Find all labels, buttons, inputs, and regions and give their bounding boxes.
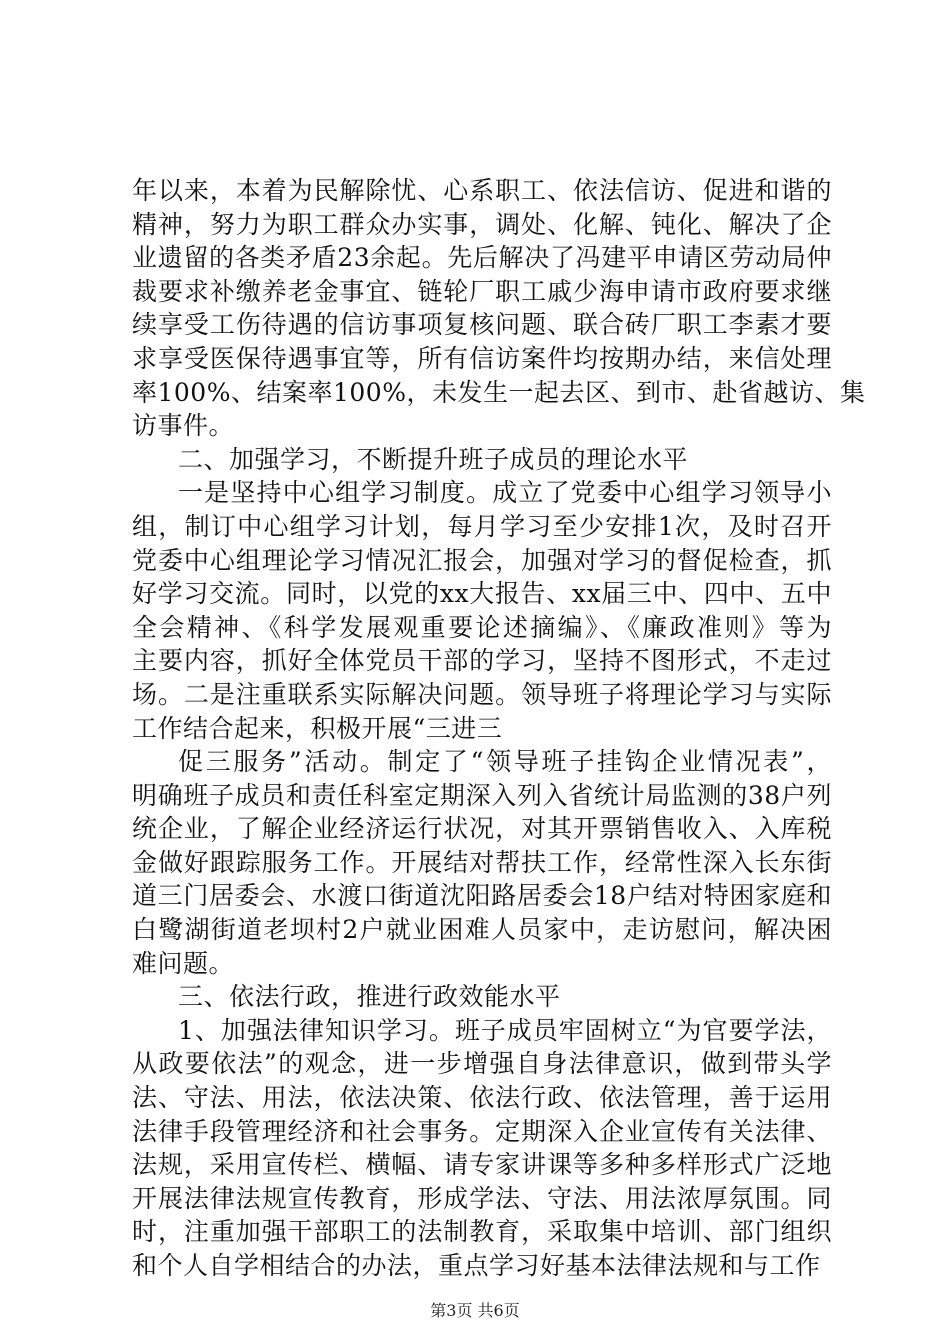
text-line: 业遗留的各类矛盾23余起。先后解决了冯建平申请区劳动局仲: [132, 243, 832, 273]
paragraph-law-study: [132, 1014, 832, 1283]
text-line: 精神，努力为职工群众办实事，调处、化解、钝化、解决了企: [132, 209, 832, 239]
text-line: 访事件。: [132, 411, 235, 441]
paragraph-letters-visits: [132, 174, 866, 443]
text-line: 金做好跟踪服务工作。开展结对帮扶工作，经常性深入长东街: [132, 847, 832, 877]
text-line: 三、依法行政，推进行政效能水平: [178, 982, 561, 1012]
text-line: 一是坚持中心组学习制度。成立了党委中心组学习领导小: [178, 478, 832, 508]
text-line: 主要内容，抓好全体党员干部的学习，坚持不图形式，不走过: [132, 646, 832, 676]
text-line: 求享受医保待遇事宜等，所有信访案件均按期办结，来信处理: [132, 343, 832, 373]
text-line: 难问题。: [132, 948, 235, 978]
page-indicator: 第3页 共6页: [430, 1301, 520, 1320]
document-body: [132, 174, 866, 1283]
heading-section-3: [132, 980, 832, 1014]
text-line: 好学习交流。同时，以党的xx大报告、xx届三中、四中、五中: [132, 579, 832, 609]
text-line: 从政要依法”的观念，进一步增强自身法律意识，做到带头学: [132, 1049, 832, 1079]
heading-section-2: [132, 443, 832, 477]
text-line: 率100%、结案率100%，未发生一起去区、到市、赴省越访、集: [132, 377, 866, 407]
text-line: 法规，采用宣传栏、横幅、请专家讲课等多种多样形式广泛地: [132, 1150, 832, 1180]
page-footer: [0, 1298, 950, 1321]
text-line: 促三服务”活动。制定了“领导班子挂钩企业情况表”，: [178, 747, 832, 777]
text-line: 和个人自学相结合的办法，重点学习好基本法律法规和与工作: [132, 1251, 821, 1280]
text-line: 时，注重加强干部职工的法制教育，采取集中培训、部门组织: [132, 1217, 832, 1247]
text-line: 全会精神、《科学发展观重要论述摘编》、《廉政准则》等为: [132, 612, 832, 642]
text-line: 明确班子成员和责任科室定期深入列入省统计局监测的38户列: [132, 780, 832, 810]
text-line: 续享受工伤待遇的信访事项复核问题、联合砖厂职工李素才要: [132, 310, 832, 340]
text-line: 白鹭湖街道老坝村2户就业困难人员家中，走访慰问，解决困: [132, 915, 832, 945]
text-line: 二、加强学习，不断提升班子成员的理论水平: [178, 444, 689, 474]
text-line: 统企业，了解企业经济运行状况，对其开票销售收入、入库税: [132, 814, 832, 844]
text-line: 道三门居委会、水渡口街道沈阳路居委会18户结对特困家庭和: [132, 881, 832, 911]
text-line: 1、加强法律知识学习。班子成员牢固树立“为官要学法，: [178, 1015, 832, 1045]
text-line: 场。二是注重联系实际解决问题。领导班子将理论学习与实际: [132, 679, 832, 709]
paragraph-study-system: [132, 476, 832, 745]
text-line: 裁要求补缴养老金事宜、链轮厂职工戚少海申请市政府要求继: [132, 276, 832, 306]
text-line: 年以来，本着为民解除忧、心系职工、依法信访、促进和谐的: [132, 176, 832, 205]
text-line: 工作结合起来，积极开展“三进三: [132, 713, 503, 743]
text-line: 党委中心组理论学习情况汇报会，加强对学习的督促检查，抓: [132, 545, 832, 575]
text-line: 法律手段管理经济和社会事务。定期深入企业宣传有关法律、: [132, 1116, 832, 1146]
text-line: 开展法律法规宣传教育，形成学法、守法、用法浓厚氛围。同: [132, 1183, 832, 1213]
text-line: 法、守法、用法，依法决策、依法行政、依法管理，善于运用: [132, 1083, 832, 1113]
text-line: 组，制订中心组学习计划，每月学习至少安排1次，及时召开: [132, 511, 832, 541]
paragraph-three-services: [132, 745, 832, 980]
